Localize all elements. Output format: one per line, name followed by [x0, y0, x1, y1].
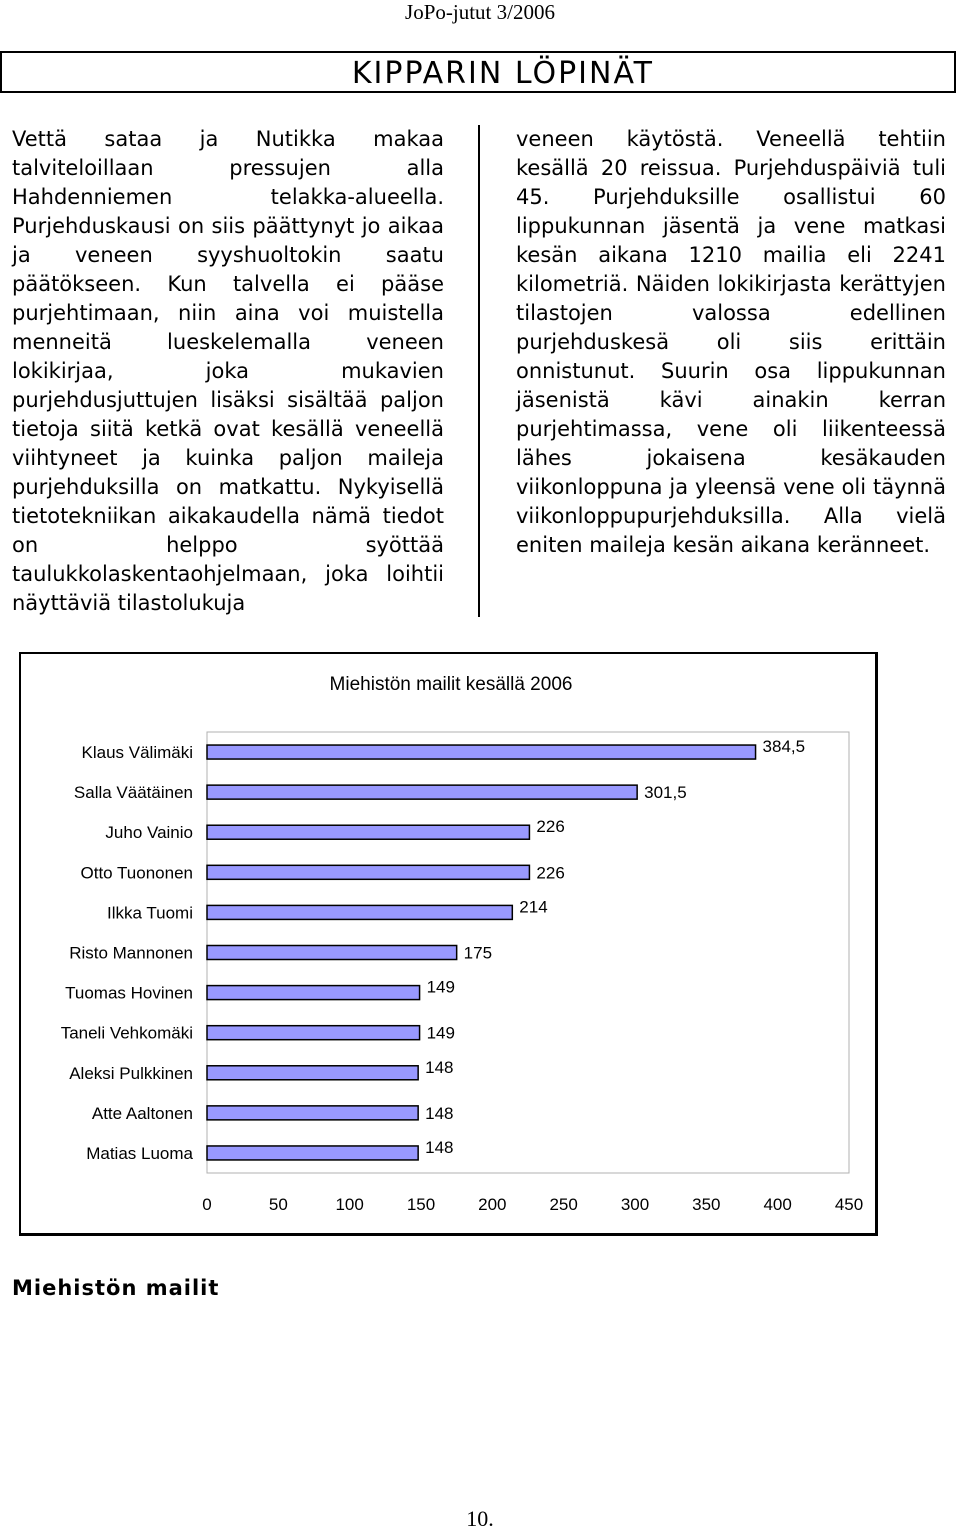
category-label: Tuomas Hovinen — [65, 983, 193, 1003]
x-tick-label: 100 — [335, 1195, 364, 1214]
data-label: 214 — [519, 897, 548, 917]
publication-header: JoPo-jutut 3/2006 — [405, 0, 555, 24]
article-title: KIPPARIN LÖPINÄT — [351, 56, 654, 91]
bar — [207, 986, 420, 1000]
bar — [207, 905, 512, 919]
x-tick-label: 50 — [268, 1195, 288, 1214]
data-label: 301,5 — [644, 783, 687, 803]
data-label: 148 — [425, 1103, 454, 1123]
x-tick-label: 300 — [620, 1195, 650, 1214]
x-tick-label: 350 — [692, 1195, 721, 1214]
category-label: Aleksi Pulkkinen — [69, 1063, 193, 1083]
bar — [207, 1106, 418, 1120]
chart-title: Miehistön mailit kesällä 2006 — [329, 674, 573, 695]
category-label: Salla Väätäinen — [73, 783, 193, 803]
bar — [207, 1026, 420, 1040]
data-label: 149 — [426, 977, 455, 997]
data-label: 148 — [425, 1057, 454, 1077]
data-label: 384,5 — [762, 737, 806, 757]
bar — [207, 785, 637, 799]
data-label: 175 — [463, 943, 493, 963]
x-tick-label: 200 — [478, 1195, 507, 1214]
data-label: 148 — [425, 1137, 454, 1157]
category-label: Juho Vainio — [105, 823, 193, 843]
category-label: Atte Aaltonen — [91, 1103, 193, 1123]
data-label: 226 — [536, 817, 565, 837]
bar — [207, 865, 529, 879]
x-tick-label: 400 — [763, 1195, 792, 1214]
data-label: 149 — [426, 1023, 455, 1043]
x-tick-label: 150 — [406, 1195, 436, 1214]
category-label: Klaus Välimäki — [81, 743, 193, 763]
category-label: Ilkka Tuomi — [107, 903, 193, 923]
x-tick-label: 250 — [549, 1195, 578, 1214]
article-left-column: Vettä sataa ja Nutikka makaa talviteloillaan pressujen alla Hahdenniemen telakka-alueella. Purjehduskausi on siis päättynyt jo aikaa ja veneen syyshuoltokin saatu päätökseen. Kun talvella ei pääse purjehtimaan, niin aina voi muistella menneitä lueskelemalla veneen lokikirjaa, joka mukavien purjehdusjuttujen lisäksi sisältää paljon tietoja siitä ketkä ovat kesällä veneellä viihtyneet ja kuinka paljon maileja purjehduksilla on matkattu. Nykyisellä tietotekniikan aikakaudella nämä tiedot on helppo syöttää taulukkolaskentaohjelmaan, joka loihtii näyttäviä tilastolukuja — [12, 127, 444, 615]
category-label: Matias Luoma — [86, 1143, 193, 1163]
category-label: Taneli Vehkomäki — [60, 1023, 193, 1043]
section-heading: Miehistön mailit — [12, 1276, 220, 1300]
x-tick-label: 450 — [834, 1195, 864, 1214]
x-tick-label: 0 — [202, 1195, 212, 1214]
bar — [207, 1066, 418, 1080]
bar — [207, 825, 529, 839]
category-label: Otto Tuononen — [80, 863, 193, 883]
bar — [207, 745, 756, 759]
bar — [207, 1146, 418, 1160]
category-label: Risto Mannonen — [69, 943, 193, 963]
data-label: 226 — [536, 863, 565, 883]
bar — [207, 946, 457, 960]
article-right-column: veneen käytöstä. Veneellä tehtiin kesällä 20 reissua. Purjehduspäiviä tuli 45. Purjehduksille osallistui 60 lippukunnan jäsentä ja vene matkasi kesän aikana 1210 mailia eli 2241 kilometriä. Näiden lokikirjasta kerättyjen tilastojen valossa edellinen purjehduskesä oli siis erittäin onnistunut. Suurin osa lippukunnan jäsenistä kävi ainakin kerran purjehtimassa, vene oli liikenteessä lähes jokaisena kesäkauden viikonloppuna ja yleensä vene oli täynnä viikonloppupurjehduksilla. Alla vielä eniten maileja kesän aikana keränneet. — [516, 127, 946, 557]
page-number: 10. — [466, 1506, 494, 1531]
